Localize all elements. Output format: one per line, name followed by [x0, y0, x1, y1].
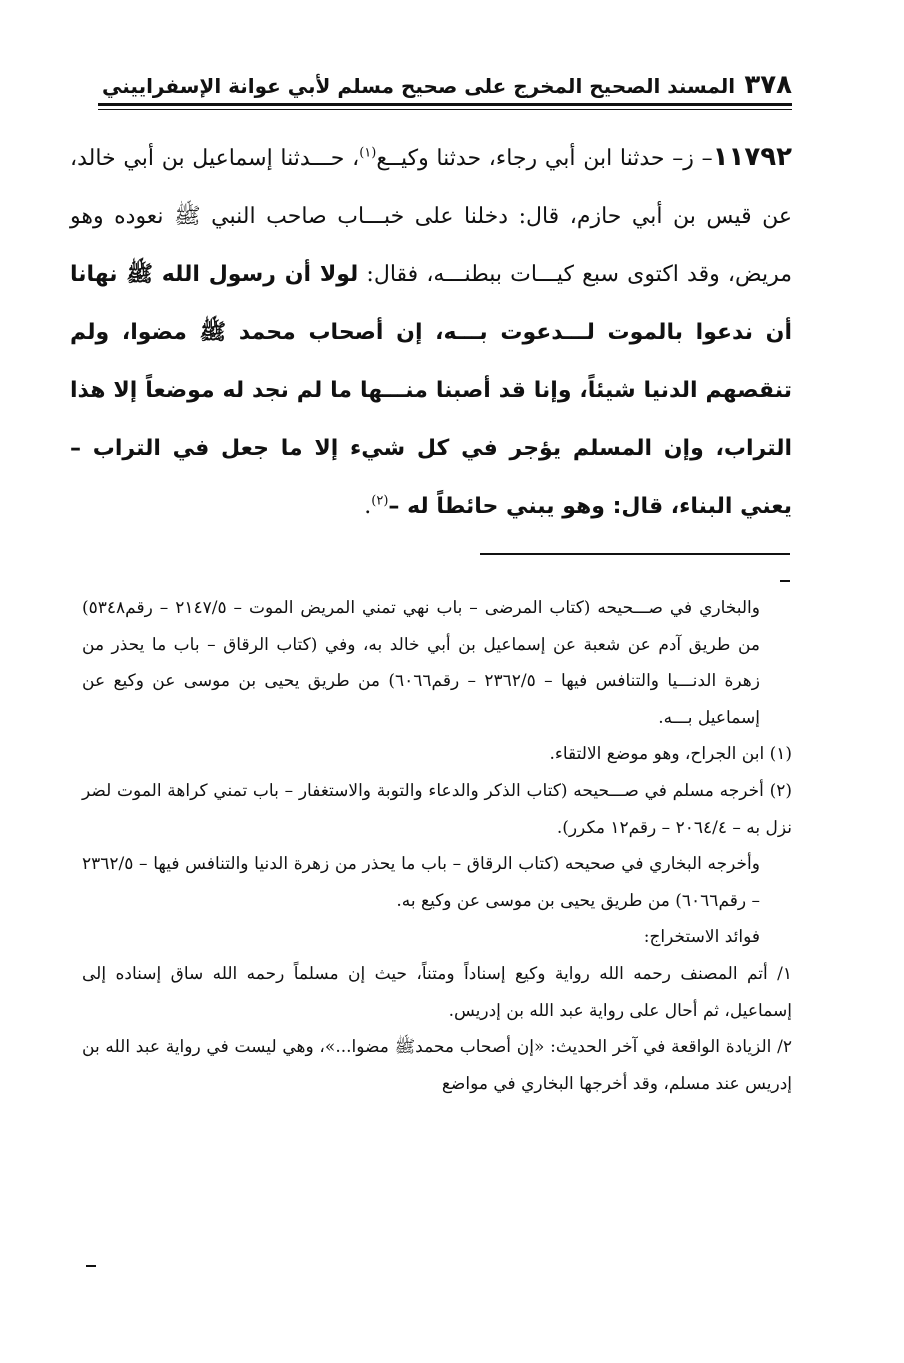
- footnote-continuation-mark: [780, 580, 790, 582]
- footnote-2-bukhari: وأخرجه البخاري في صحيحه (كتاب الرقاق – باب ما يحذر من زهرة الدنيا والتنافس فيها – ٢٣٦٢/٥ – رقم٦٠٦٦) من طريق يحيى بن موسى عن وكيع به.: [82, 854, 760, 911]
- page-number: ٣٧٨: [744, 70, 792, 100]
- fawaid-item-1: ١/ أتم المصنف رحمه الله رواية وكيع إسناداً ومتناً، حيث إن مسلماً رحمه الله ساق إسناده إلى إسماعيل، ثم أحال على رواية عبد الله بن إدريس.: [82, 963, 792, 1021]
- running-title: المسند الصحيح المخرج على صحيح مسلم لأبي عوانة الإسفراييني: [102, 74, 736, 98]
- hadith-text: [70, 128, 792, 536]
- footnote-ref-2: (٢): [371, 493, 389, 509]
- footnotes: [82, 590, 792, 1102]
- fawaid-item-2: ٢/ الزيادة الواقعة في آخر الحديث: «إن أصحاب محمدﷺ مضوا...»، وهي ليست في رواية عبد الله بن إدريس عند مسلم، وقد أخرجها البخاري في مواضع: [82, 1037, 792, 1094]
- header-rule-thin: [98, 109, 792, 110]
- hadith-number: ١١٧٩٢: [712, 142, 792, 172]
- hadith-intro: – ز– حدثنا ابن أبي رجاء، حدثنا وكيــع: [376, 146, 713, 171]
- hadith-end: .: [364, 494, 372, 519]
- fawaid-title: فوائد الاستخراج:: [643, 927, 760, 948]
- footnote-ref-1: (١): [359, 145, 377, 161]
- footnote-continues-mark: [86, 1265, 96, 1267]
- hadith-narration: ، حـــدثنا إسماعيل بن أبي خالد، عن قيس بن أبي حازم، قال: دخلنا على خبـــاب صاحب النبي ﷺ نعوده وهو مريض، وقد اكتوى سبع كيـــات ببطنـــه، فقال:: [70, 146, 792, 287]
- footnote-1: (١) ابن الجراح، وهو موضع الالتقاء.: [549, 744, 792, 765]
- footnote-separator: [480, 553, 790, 555]
- hadith-matn: لولا أن رسول الله ﷺ نهانا أن ندعوا بالموت لـــدعوت بـــه، إن أصحاب محمد ﷺ مضوا، ولم تنقصهم الدنيا شيئاً، وإنا قد أصبنا منـــها ما لم نجد له موضعاً إلا هذا التراب، وإن المسلم يؤجر في كل شيء إلا ما جعل في التراب – يعني البناء، قال: وهو يبني حائطاً له –: [70, 262, 792, 519]
- footnote-2: (٢) أخرجه مسلم في صـــحيحه (كتاب الذكر والدعاء والتوبة والاستغفار – باب تمني كراهة الموت لضر نزل به – ٢٠٦٤/٤ – رقم١٢ مكرر).: [82, 780, 792, 838]
- header-rule: [98, 103, 792, 106]
- page-header: [98, 60, 792, 100]
- footnote-continuation: والبخاري في صـــحيحه (كتاب المرضى – باب نهي تمني المريض الموت – ٢١٤٧/٥ – رقم٥٣٤٨) من طريق آدم عن شعبة عن إسماعيل بن أبي خالد به، وفي (كتاب الرقاق – باب ما يحذر من زهرة الدنـــيا والتنافس فيها – ٢٣٦٢/٥ – رقم٦٠٦٦) من طريق يحيى بن موسى عن وكيع عن إسماعيل بـــه.: [82, 598, 760, 728]
